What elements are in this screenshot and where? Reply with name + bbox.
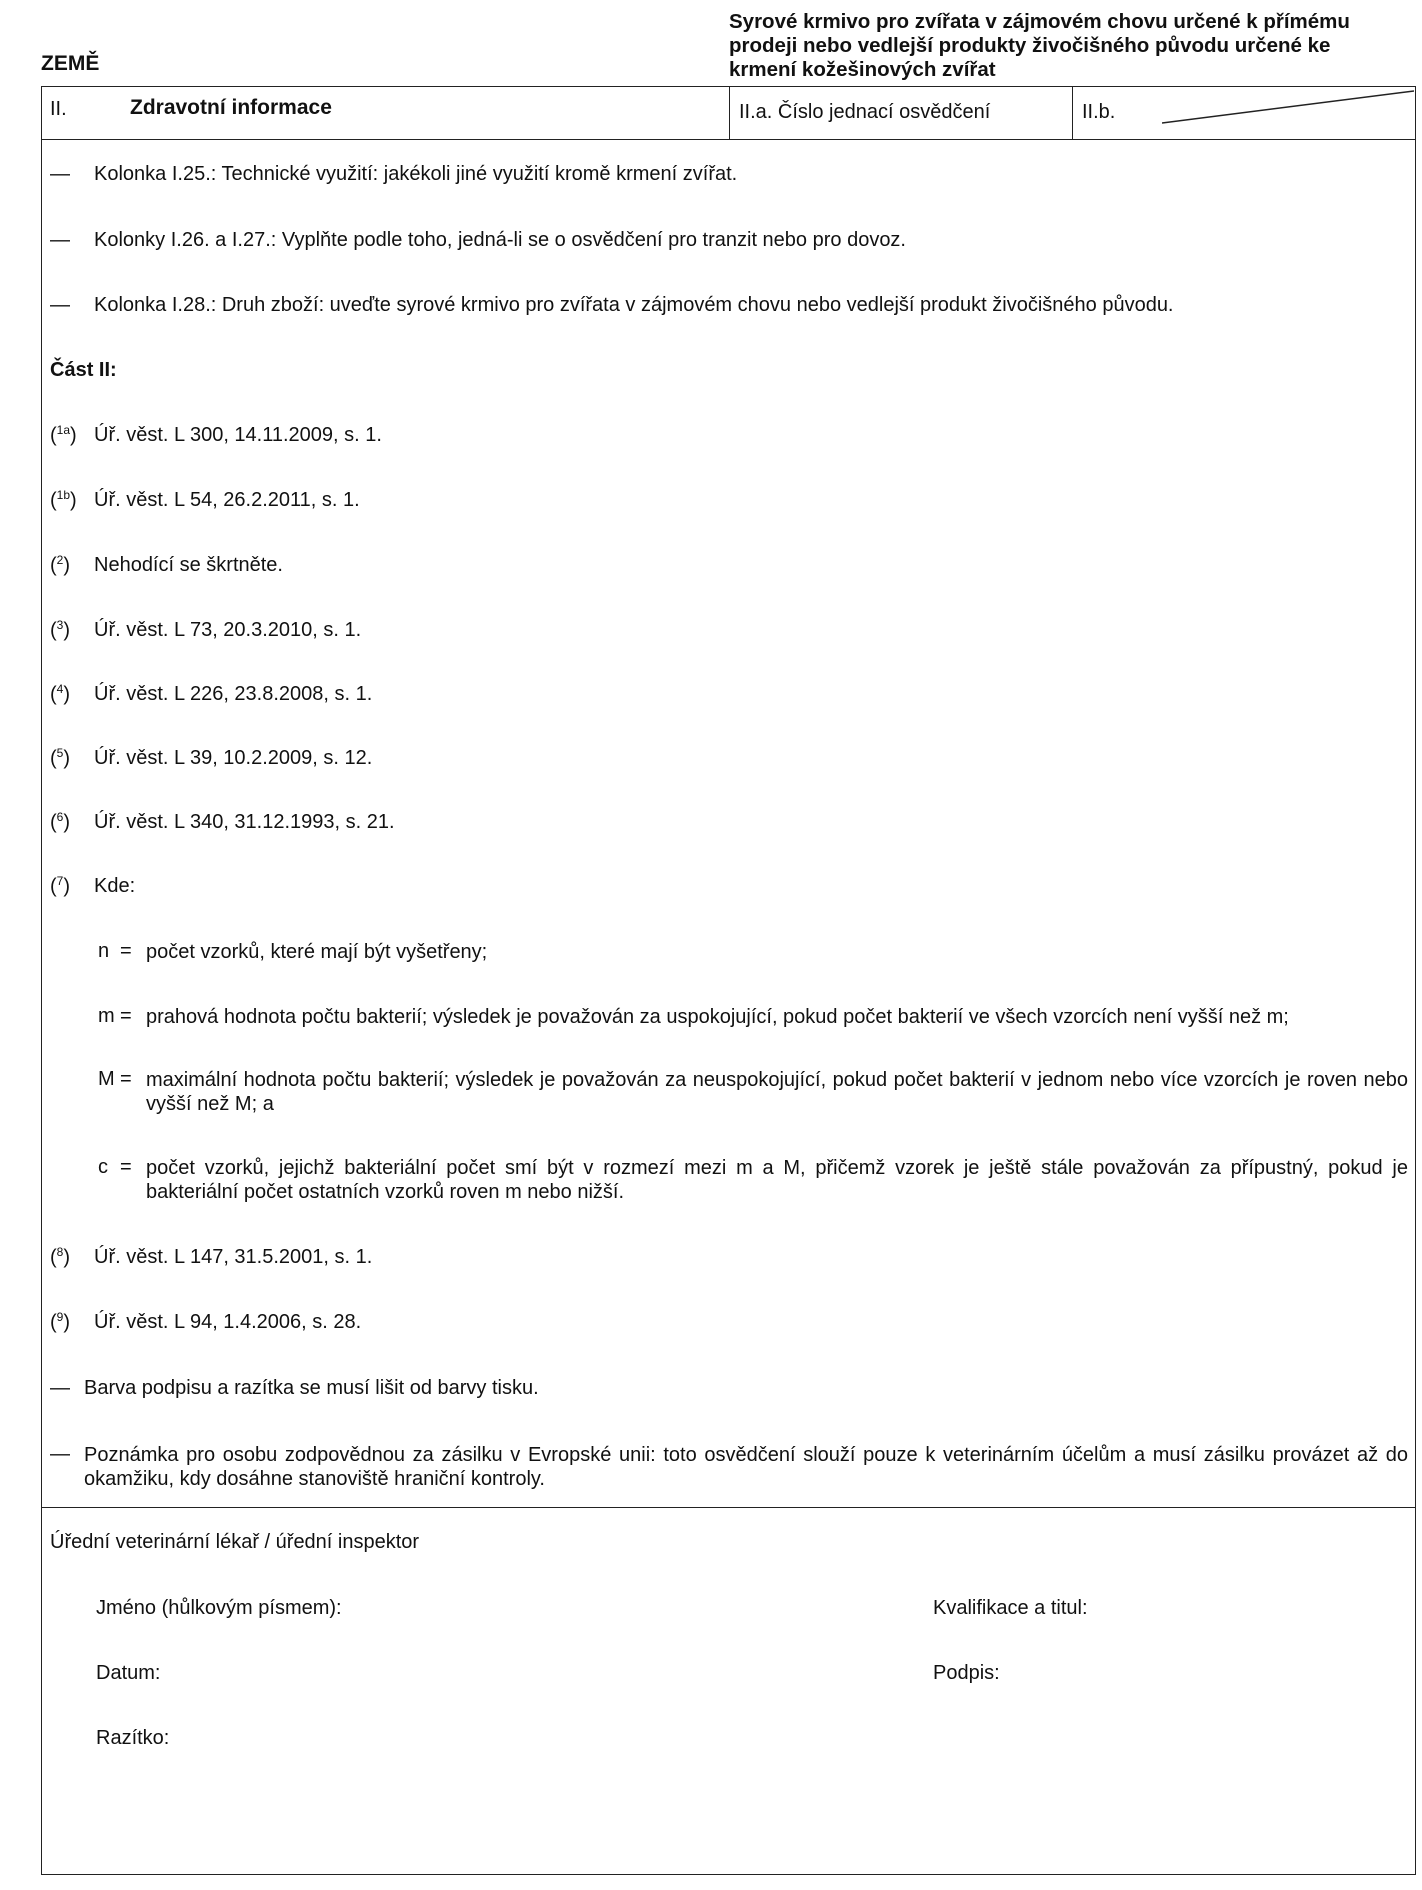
dash-bullet: — — [50, 163, 70, 185]
reference-b-label: II.b. — [1082, 101, 1116, 123]
footnote-text: Úř. věst. L 73, 20.3.2010, s. 1. — [94, 619, 362, 641]
footnote-mark: ($^6$) — [50, 810, 71, 834]
definition-symbol: c — [98, 1156, 108, 1178]
definition-symbol: M — [98, 1068, 115, 1090]
dash-bullet: — — [50, 229, 70, 251]
closing-note: Poznámka pro osobu zodpovědnou za zásilku v Evropské unii: toto osvědčení slouží pouze k veterinárním účelům a musí zásilku provázet až do okamžiku, kdy dosáhne stanoviště hraniční kontroly. — [84, 1444, 1408, 1490]
definition-text: prahová hodnota počtu bakterií; výsledek je považován za uspokojující, pokud počet bakterií ve všech vzorcích není vyšší než m; — [146, 1006, 1289, 1028]
name-label: Jméno (hůlkovým písmem): — [96, 1597, 342, 1619]
footnote-text: Úř. věst. L 54, 26.2.2011, s. 1. — [94, 489, 360, 511]
definition-equals: = — [120, 1156, 132, 1178]
country-label: ZEMĚ — [41, 52, 100, 75]
footnote-text: Úř. věst. L 226, 23.8.2008, s. 1. — [94, 683, 373, 705]
certificate-title — [729, 10, 1409, 82]
footnote-mark: ($^9$) — [50, 1310, 71, 1334]
section-header-row — [42, 87, 1415, 140]
definition-symbol: n — [98, 940, 110, 962]
footnote-mark: ($^3$) — [50, 618, 71, 642]
footnote-mark: ($^5$) — [50, 746, 71, 770]
signature-block — [42, 1507, 1415, 1876]
diagonal-line — [1162, 87, 1414, 139]
footnote-text: Úř. věst. L 39, 10.2.2009, s. 12. — [94, 747, 373, 769]
signature-label: Podpis: — [933, 1662, 1000, 1684]
certificate-title-line: prodeji nebo vedlejší produkty živočišného původu určené ke — [729, 34, 1331, 57]
reference-number-cell — [730, 87, 1073, 139]
definition-text: počet vzorků, které mají být vyšetřeny; — [146, 941, 488, 963]
definition-text: maximální hodnota počtu bakterií; výsledek je považován za neuspokojující, pokud počet bakterií v jednom nebo více vzorcích je roven nebo vyšší než M; a — [146, 1069, 1408, 1115]
certificate-frame — [41, 86, 1416, 1875]
reference-number-label: II.a. Číslo jednací osvědčení — [739, 101, 991, 123]
dash-bullet: — — [50, 294, 70, 316]
definition-equals: = — [120, 940, 132, 962]
definition-equals: = — [120, 1005, 132, 1027]
section-number: II. — [50, 98, 67, 120]
part-heading: Část II: — [50, 359, 117, 381]
signature-heading: Úřední veterinární lékař / úřední inspektor — [50, 1531, 420, 1553]
note-item: Kolonka I.28.: Druh zboží: uveďte syrové krmivo pro zvířata v zájmovém chovu nebo vedlejší produkt živočišného původu. — [94, 294, 1174, 316]
footnote-text: Úř. věst. L 340, 31.12.1993, s. 21. — [94, 811, 395, 833]
closing-note: Barva podpisu a razítka se musí lišit od barvy tisku. — [84, 1377, 539, 1399]
date-label: Datum: — [96, 1662, 161, 1684]
footnote-text: Úř. věst. L 94, 1.4.2006, s. 28. — [94, 1311, 362, 1333]
definition-text: počet vzorků, jejichž bakteriální počet smí být v rozmezí mezi m a M, přičemž vzorek je ještě stále považován za přípustný, pokud je bakteriální počet ostatních vzorků roven m nebo nižší. — [146, 1157, 1408, 1203]
section-name: Zdravotní informace — [130, 96, 332, 119]
footnote-mark: ($^{1b}$) — [50, 488, 77, 512]
dash-bullet: — — [50, 1377, 70, 1399]
footnote-text: Úř. věst. L 300, 14.11.2009, s. 1. — [94, 424, 382, 446]
qualification-label: Kvalifikace a titul: — [933, 1597, 1088, 1619]
definition-symbol: m — [98, 1005, 115, 1027]
section-title-cell — [42, 87, 730, 139]
note-item: Kolonka I.25.: Technické využití: jakékoli jiné využití kromě krmení zvířat. — [94, 163, 738, 185]
definition-equals: = — [120, 1068, 132, 1090]
certificate-title-line: krmení kožešinových zvířat — [729, 58, 996, 81]
footnote-mark: ($^2$) — [50, 553, 71, 577]
footnote-mark: ($^8$) — [50, 1245, 71, 1269]
footnote-text: Nehodící se škrtněte. — [94, 554, 283, 576]
stamp-label: Razítko: — [96, 1727, 170, 1749]
footnote-mark: ($^7$) — [50, 874, 71, 898]
footnote-text: Kde: — [94, 875, 136, 897]
footnote-text: Úř. věst. L 147, 31.5.2001, s. 1. — [94, 1246, 373, 1268]
note-item: Kolonky I.26. a I.27.: Vyplňte podle toho, jedná-li se o osvědčení pro tranzit nebo pro dovoz. — [94, 229, 906, 251]
footnote-mark: ($^4$) — [50, 682, 71, 706]
certificate-title-line: Syrové krmivo pro zvířata v zájmovém chovu určené k přímému — [729, 10, 1350, 33]
footnote-mark: ($^{1a}$) — [50, 423, 77, 447]
dash-bullet: — — [50, 1443, 70, 1465]
notes-area — [42, 139, 1415, 1508]
